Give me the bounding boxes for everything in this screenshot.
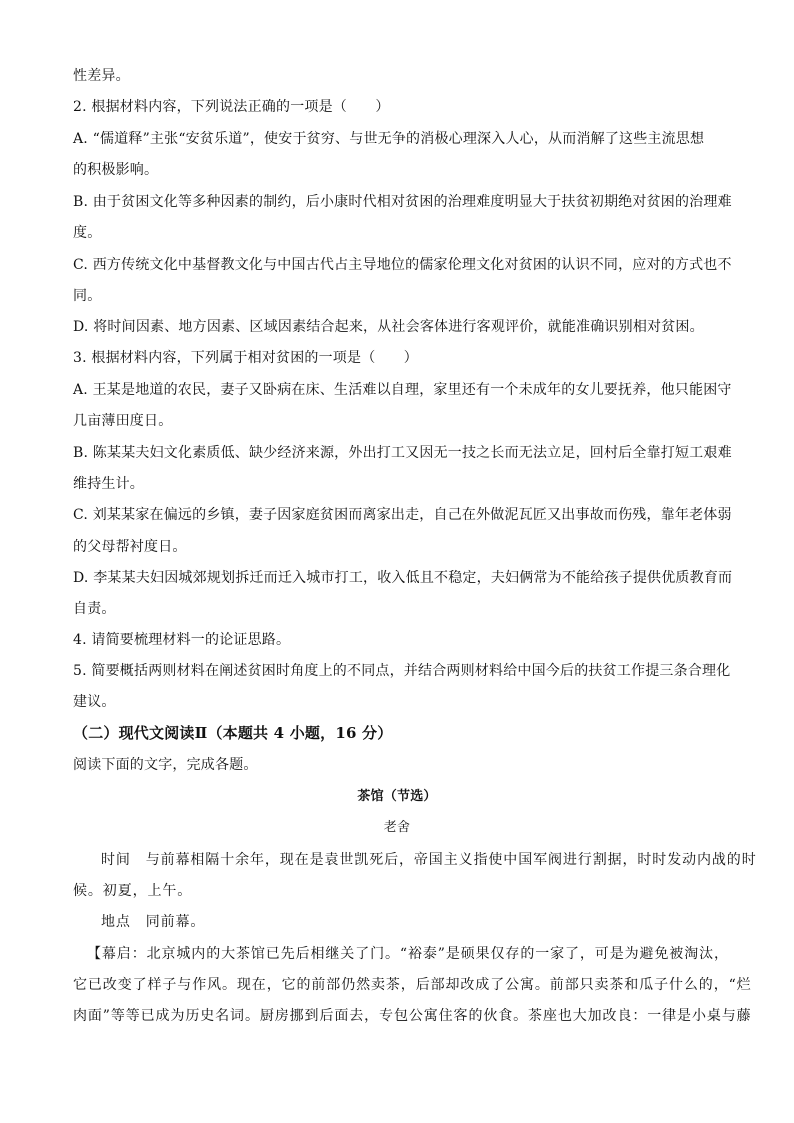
passage-title: 茶馆（节选）: [357, 789, 437, 804]
question-5: 5. 简要概括两则材料在阐述贫困时角度上的不同点，并结合两则材料给中国今后的扶贫工作提三条合理化: [73, 663, 731, 679]
option-2b: B. 由于贫困文化等多种因素的制约，后小康时代相对贫困的治理难度明显大于扶贫初期绝对贫困的治理难: [73, 194, 732, 210]
question-4: 4. 请简要梳理材料一的论证思路。: [73, 632, 291, 648]
option-2d: D. 将时间因素、地方因素、区域因素结合起来，从社会客体进行客观评价，就能准确识别相对贫困。: [73, 319, 704, 335]
passage-paragraph: 【幕启：北京城内的大茶馆已先后相继关了门。“裕泰”是硕果仅存的一家了，可是为避免被淘汰，: [87, 946, 729, 962]
instruction: 阅读下面的文字，完成各题。: [73, 757, 258, 773]
passage-paragraph: 时间 与前幕相隔十余年，现在是袁世凯死后，帝国主义指使中国军阀进行割据，时时发动内战的时: [101, 852, 757, 868]
option-3a: A. 王某是地道的农民，妻子又卧病在床、生活难以自理，家里还有一个未成年的女儿要抚养，他只能困守: [73, 382, 732, 398]
option-3c: C. 刘某某家在偏远的乡镇，妻子因家庭贫困而离家出走，自己在外做泥瓦匠又出事故而伤残，靠年老体弱: [73, 507, 732, 523]
option-2c: C. 西方传统文化中基督教文化与中国古代占主导地位的儒家伦理文化对贫困的认识不同，应对的方式也不: [73, 257, 732, 273]
passage-paragraph: 地点 同前幕。: [101, 914, 206, 930]
option-3c-cont: 的父母帮衬度日。: [73, 539, 187, 555]
option-2b-cont: 度。: [73, 225, 102, 241]
passage-paragraph-cont: 它已改变了样子与作风。现在，它的前部仍然卖茶，后部却改成了公寓。前部只卖茶和瓜子什么的，“烂: [73, 977, 752, 993]
question-3: 3. 根据材料内容，下列属于相对贫困的一项是（ ）: [73, 350, 419, 366]
option-3d: D. 李某某夫妇因城郊规划拆迁而迁入城市打工，收入低且不稳定，夫妇俩常为不能给孩子提供优质教育而: [73, 570, 733, 586]
text-line: 性差异。: [73, 68, 130, 84]
option-2c-cont: 同。: [73, 288, 102, 304]
question-2: 2. 根据材料内容，下列说法正确的一项是（ ）: [73, 99, 390, 115]
option-3b-cont: 维持生计。: [73, 476, 144, 492]
section-heading: （二）现代文阅读Ⅱ（本题共 4 小题，16 分）: [73, 724, 393, 742]
option-2a: A. “儒道释”主张“安贫乐道”，使安于贫穷、与世无争的消极心理深入人心，从而消解了这些主流思想: [73, 131, 705, 147]
option-3d-cont: 自责。: [73, 601, 116, 617]
option-3a-cont: 几亩薄田度日。: [73, 413, 173, 429]
passage-author: 老舍: [383, 820, 411, 835]
option-3b: B. 陈某某夫妇文化素质低、缺少经济来源，外出打工又因无一技之长而无法立足，回村后全靠打短工艰难: [73, 445, 732, 461]
question-5-cont: 建议。: [73, 694, 116, 710]
passage-paragraph-cont: 候。初夏，上午。: [73, 883, 193, 899]
passage-paragraph-cont: 肉面”等等已成为历史名词。厨房挪到后面去，专包公寓住客的伙食。茶座也大加改良：一律是小桌与藤: [73, 1008, 752, 1024]
option-2a-cont: 的积极影响。: [73, 162, 159, 178]
